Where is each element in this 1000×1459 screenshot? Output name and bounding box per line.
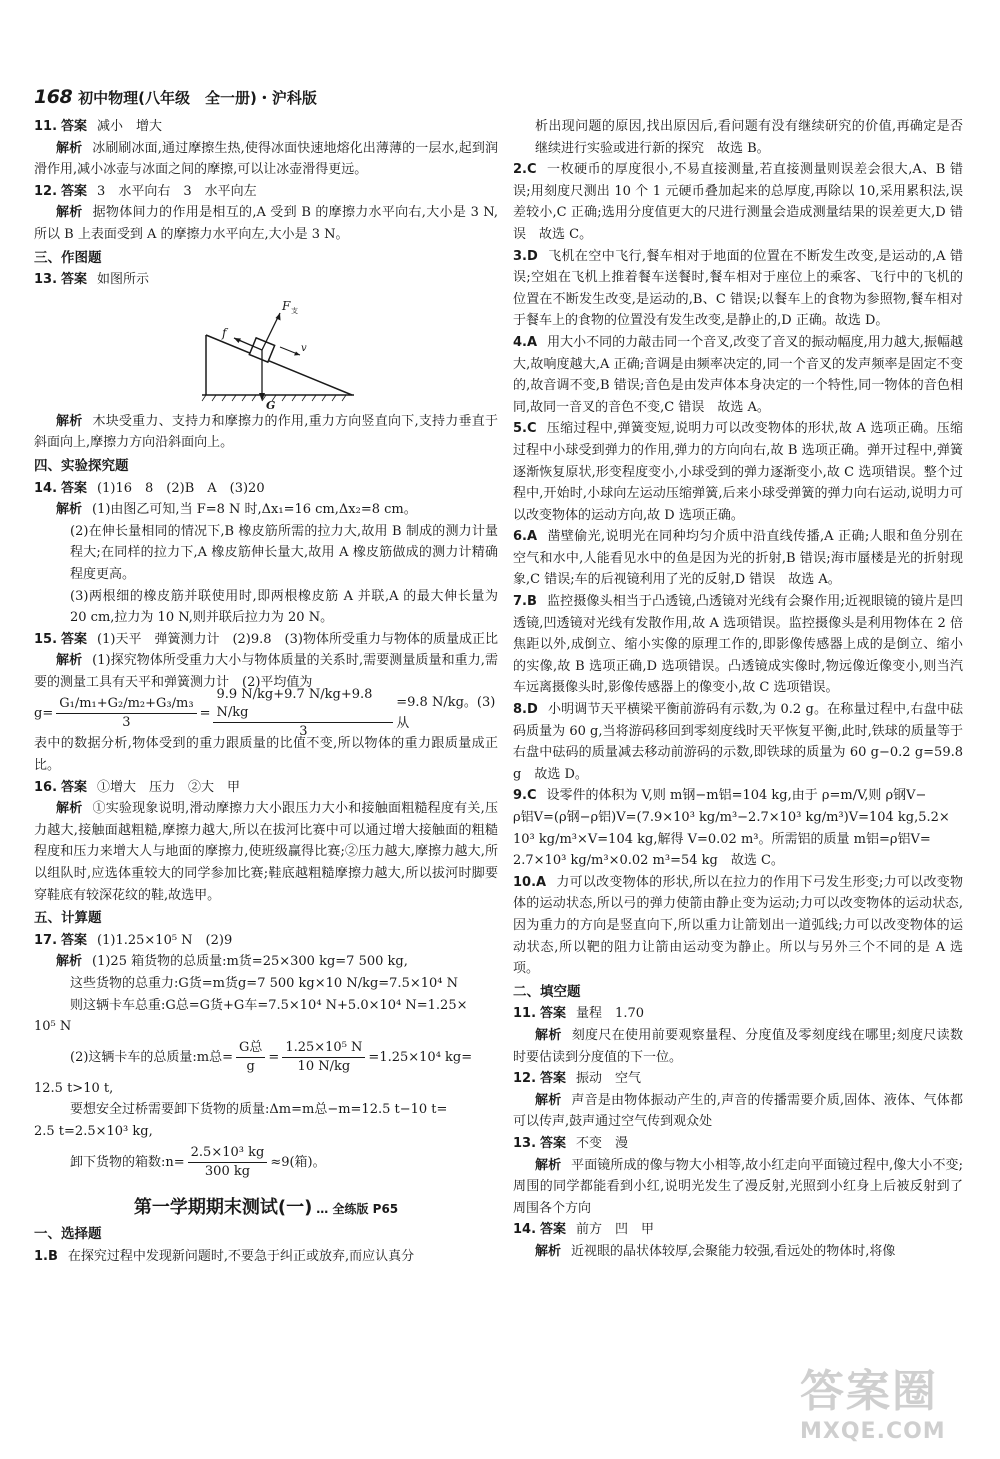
analysis-text-2: 表中的数据分析,物体受到的重力跟质量的比值不变,所以物体的重力跟质量成正比。 [34, 736, 498, 774]
question-number: 4.A [513, 334, 538, 350]
question-text: 凿壁偷光,说明光在同种均匀介质中沿直线传播,A 正确;人眼和鱼分别在空气和水中,人能看见水中的鱼是因为光的折射,B 错误;海市蜃楼是光的折射现象,C 错误;车的后视镜利用了光的反射,D 错误 故选 A。 [513, 529, 963, 588]
answer-text: 3 水平向右 3 水平向左 [97, 183, 257, 199]
answer-tag: 答案 [61, 779, 88, 795]
analysis-text: 据物体间力的作用是相互的,A 受到 B 的摩擦力水平向右,大小是 3 N,所以 B 上表面受到 A 的摩擦力水平向左,大小是 3 N。 [34, 205, 498, 242]
answer-tag: 答案 [61, 631, 88, 647]
question-16 [34, 777, 498, 907]
question-number: 9.C [513, 788, 537, 804]
exam-reference: … 全练版 P65 [316, 1201, 399, 1216]
analysis-tag: 解析 [535, 1027, 562, 1043]
calc-denominator-1: g [246, 1059, 255, 1075]
choice-question-1-continued: 析出现问题的原因,找出原因后,看问题有没有继续研究的价值,再确定是否继续进行实验或进行新的探究 故选 B。 [535, 119, 963, 156]
choice-question-6 [513, 526, 963, 591]
watermark [800, 1355, 970, 1445]
analysis-text: ①实验现象说明,滑动摩擦力大小跟压力大小和接触面粗糙程度有关,压力越大,接触面越粗糙,摩擦力越大,所以在拔河比赛中可以通过增大接触面的粗糙程度和压力来增大人与地面的摩擦力,使班级赢得比赛;②压力越大,摩擦力越大,所以组队时,应选体重较大的同学参加比赛;鞋底越粗糙摩擦力越大,所以拔河时脚要穿鞋底有较深花纹的鞋,故选甲。 [34, 801, 498, 903]
exam-title [34, 1197, 498, 1221]
calc-line-9-pre: 卸下货物的箱数:n= [70, 1154, 185, 1170]
choice-question-2 [513, 159, 963, 245]
question-number: 14. [34, 480, 58, 496]
gravity-arrowhead [259, 393, 265, 401]
calc-line-5-pre: (2)这辆卡车的总质量:m总= [70, 1049, 234, 1065]
question-number: 7.B [513, 594, 537, 610]
choice-question-4 [513, 332, 963, 418]
answer-text: ①增大 压力 ②大 甲 [97, 779, 241, 795]
calc-denominator-3: 300 kg [204, 1164, 251, 1180]
force-diagram [34, 291, 498, 411]
calc-line-2: 这些货物的总重力:G货=m货g=7 500 kg×10 N/kg=7.5×10⁴ N [70, 976, 458, 991]
question-text: 用大小不同的力敲击同一个音叉,改变了音叉的振动幅度,用力越大,振幅越大,故响度越大,A 正确;音调是由频率决定的,同一个音叉的发声频率是固定不变的,故音调不变,B 错误;音色是由发声体本身决定的一个特性,同一物体的音色相同,故同一音叉的音色不变,C 错误 故选 A。 [513, 334, 963, 415]
answer-tag: 答案 [540, 1222, 567, 1238]
analysis-tag: 解析 [535, 1157, 562, 1173]
calc-line-8: 2.5 t=2.5×10³ kg, [34, 1123, 153, 1139]
answer-text: 不变 漫 [576, 1135, 629, 1151]
question-text-4: 2.7×10³ kg/m³×0.02 m³=54 kg 故选 C。 [513, 853, 784, 869]
answer-text: 如图所示 [97, 272, 150, 288]
answer-text: (1)16 8 (2)B A (3)20 [97, 480, 265, 496]
calc-line-6: 12.5 t>10 t, [34, 1080, 114, 1096]
answer-tag: 答案 [61, 480, 88, 496]
question-text: 在探究过程中发现新问题时,不要急于纠正或放弃,而应认真分 [67, 1248, 415, 1264]
choice-question-3 [513, 246, 963, 332]
analysis-tag: 解析 [56, 140, 83, 156]
book-title: 初中物理(八年级 全一册)・沪科版 [78, 89, 317, 107]
analysis-tag: 解析 [535, 1243, 562, 1259]
choice-question-10 [513, 872, 963, 980]
exam-title-text: 第一学期期末测试(一) [133, 1196, 313, 1218]
answer-text: 减小 增大 [97, 119, 163, 134]
question-number: 11. [513, 1006, 537, 1022]
question-number: 13. [34, 272, 58, 288]
question-text-2: ρ铝V=(ρ钢−ρ铝)V=(7.9×10³ kg/m³−2.7×10³ kg/m³)V=104 kg,5.2× [513, 810, 950, 825]
question-number: 11. [34, 119, 58, 134]
answer-text: (1)天平 弹簧测力计 (2)9.8 (3)物体所受重力与物体的质量成正比 [97, 631, 498, 647]
question-11 [34, 116, 498, 181]
calc-numerator-1: G总 [236, 1039, 265, 1058]
formula-denominator: 3 [122, 714, 131, 730]
question-text: 监控摄像头相当于凸透镜,凸透镜对光线有会聚作用;近视眼镜的镜片是凹透镜,凹透镜对光线有发散作用,故 A 选项错误。监控摄像头是利用物体在 2 倍焦距以外,成倒立、缩小实像的原理工作的,即影像传感器上成的是倒立、缩小的实像,故 B 选项正确,D 选项错误。凸透镜成实像时,物远像近像变小,则当汽车远离摄像头时,影像传感器上的像变小,故 C 选项错误。 [513, 594, 963, 696]
analysis-text-2: (2)在伸长量相同的情况下,B 橡皮筋所需的拉力大,故用 B 制成的测力计量程大;在同样的拉力下,A 橡皮筋伸长量大,故用 A 橡皮筋做成的测力计精确程度更高。 [70, 523, 498, 582]
left-column [34, 116, 498, 1267]
page-header [34, 78, 964, 108]
calc-line-4: 10⁵ N [34, 1019, 72, 1035]
analysis-tag: 解析 [535, 1092, 562, 1108]
question-14 [34, 478, 498, 629]
watermark-url: MXQE.COM [800, 1419, 946, 1444]
answer-tag: 答案 [61, 272, 88, 288]
choice-question-7 [513, 591, 963, 699]
formula-denominator-2: 3 [299, 723, 308, 739]
calc-equals: = [268, 1049, 280, 1065]
question-12 [34, 181, 498, 246]
answer-tag: 答案 [61, 183, 88, 199]
analysis-text: 近视眼的晶状体较厚,会聚能力较强,看远处的物体时,将像 [571, 1243, 896, 1259]
answer-text: 振动 空气 [576, 1071, 642, 1087]
analysis-text-1: (1)由图乙可知,当 F=8 N 时,Δx₁=16 cm,Δx₂=8 cm。 [92, 502, 417, 518]
question-text: 小明调节天平横梁平衡前游码有示数,为 0.2 g。在称量过程中,右盘中砝码质量为 60 g,当将游码移回到零刻度线时天平恢复平衡,此时,铁球的质量等于右盘中砝码的质量减去移动前游码的示数,即铁球的质量为 60 g−0.2 g=59.8 g 故选 D。 [513, 702, 963, 782]
question-number: 6.A [513, 529, 538, 545]
label-v: v [301, 342, 307, 354]
velocity-arrowhead [294, 351, 300, 355]
formula-fraction-1 [56, 695, 196, 732]
choice-question-5 [513, 418, 963, 526]
calc-numerator-3: 2.5×10³ kg [188, 1144, 268, 1163]
question-number: 17. [34, 932, 58, 948]
answer-text: 量程 1.70 [576, 1006, 644, 1022]
formula-numerator-2: 9.9 N/kg+9.7 N/kg+9.8 N/kg [213, 686, 393, 723]
analysis-tag: 解析 [56, 954, 83, 970]
question-number: 1.B [34, 1248, 58, 1264]
question-number: 2.C [513, 162, 537, 178]
question-text-1: 设零件的体积为 V,则 m钢−m铝=104 kg,由于 ρ=m/V,则 ρ钢V− [546, 788, 927, 804]
analysis-text: 声音是由物体振动产生的,声音的传播需要介质,固体、液体、气体都可以传声,鼓声通过空气传到观众处 [513, 1092, 963, 1130]
calc-line-7: 要想安全过桥需要卸下货物的质量:Δm=m总−m=12.5 t−10 t= [70, 1102, 448, 1118]
calc-fraction-1 [236, 1039, 265, 1076]
question-number: 13. [513, 1135, 537, 1151]
label-f: f [222, 325, 227, 340]
fill-question-12 [513, 1068, 963, 1133]
incline-slope [206, 335, 352, 395]
answer-text: (1)1.25×10⁵ N (2)9 [97, 932, 233, 948]
average-formula: g= $\frac{\text{G₁/m₁+G₂/m₂+G₃/m₃}}{3}$ = $\frac{9.9 N/kg+9.7 N/kg+9.8 N/kg}{3}$ =9.8 N/kg。(3)从 [34, 693, 498, 733]
question-text: 飞机在空中飞行,餐车相对于地面的位置在不断发生改变,是运动的,A 错误;空姐在飞机上推着餐车送餐时,餐车相对于座位上的乘客、飞行中的飞机的位置在不断发生改变,是运动的,B、C 错误;以餐车上的食物为参照物,餐车相对于餐车上的食物的位置没有发生改变,是静止的,D 正确。故选 D。 [513, 248, 963, 329]
answer-tag: 答案 [540, 1135, 567, 1151]
analysis-text-1: (1)探究物体所受重力大小与物体质量的关系时,需要测量质量和重力,需要的测量工具有天平和弹簧测力计 (2)平均值为 [34, 653, 498, 690]
fill-question-13 [513, 1133, 963, 1219]
choice-question-8 [513, 699, 963, 785]
calc-denominator-2: 10 N/kg [297, 1059, 351, 1075]
question-number: 12. [34, 183, 58, 199]
answer-tag: 答案 [540, 1006, 567, 1022]
question-text-3: 10³ kg/m³×V=104 kg,解得 V=0.02 m³。所需铝的质量 m铝=ρ铝V= [513, 831, 931, 847]
label-normal-force: F [282, 298, 291, 313]
section-heading-drawing: 三、作图题 [34, 249, 102, 266]
calc-numerator-2: 1.25×10⁵ N [282, 1039, 365, 1058]
question-text: 一枚硬币的厚度很小,不易直接测量,若直接测量则误差会很大,A、B 错误;用刻度尺测出 10 个 1 元硬币叠加起来的总厚度,再除以 10,采用累积法,误差较小,C 正确;选用分度值更大的尺进行测量会造成测量结果的误差更大,D 错误 故选 C。 [513, 162, 963, 242]
question-number: 14. [513, 1222, 537, 1238]
label-g: G [266, 398, 276, 409]
question-number: 3.D [513, 248, 538, 264]
question-number: 16. [34, 779, 58, 795]
analysis-tag: 解析 [56, 413, 83, 429]
analysis-text: 冰刷刷冰面,通过摩擦生热,使得冰面快速地熔化出薄薄的一层水,起到润滑作用,减小冰壶与冰面之间的摩擦,可以让冰壶滑得更远。 [34, 140, 498, 178]
question-text: 压缩过程中,弹簧变短,说明力可以改变物体的形状,故 A 选项正确。压缩过程中小球受到弹力的作用,弹力的方向向右,故 B 选项正确。弹开过程中,弹簧逐渐恢复原状,形变程度变小,小球受到的弹力逐渐变小,故 C 选项错误。整个过程中,开始时,小球向左运动压缩弹簧,后来小球受弹簧的弹力向右运动,说明力可以改变物体的运动方向,故 D 选项正确。 [513, 421, 963, 523]
question-15 [34, 629, 498, 777]
analysis-text: 刻度尺在使用前要观察量程、分度值及零刻度线在哪里;刻度尺读数时要估读到分度值的下一位。 [513, 1027, 963, 1065]
question-17 [34, 930, 498, 1183]
question-13 [34, 269, 498, 454]
formula-g: g= [34, 705, 54, 721]
incline-diagram [194, 297, 364, 409]
calc-line-9-tail: ≈9(箱)。 [270, 1154, 326, 1170]
calc-line-5-tail: =1.25×10⁴ kg= [368, 1049, 473, 1065]
analysis-tag: 解析 [56, 502, 83, 518]
fill-question-11 [513, 1003, 963, 1068]
formula-numerator: G₁/m₁+G₂/m₂+G₃/m₃ [56, 695, 196, 714]
calc-line-1: (1)25 箱货物的总质量:m货=25×300 kg=7 500 kg, [92, 954, 408, 970]
right-column [513, 116, 963, 1262]
analysis-text: 平面镜所成的像与物大小相等,故小红走向平面镜过程中,像大小不变;周围的同学都能看到小红,说明光发生了漫反射,光照到小红身上后被反射到了周围各个方向 [513, 1157, 963, 1216]
calc-line-3: 则这辆卡车总重:G总=G货+G车=7.5×10⁴ N+5.0×10⁴ N=1.25× [70, 997, 468, 1013]
choice-question-9 [513, 785, 963, 871]
fill-question-14 [513, 1219, 963, 1262]
section-heading-choice: 一、选择题 [34, 1226, 102, 1243]
question-number: 15. [34, 631, 58, 647]
answer-tag: 答案 [61, 119, 88, 134]
question-number: 12. [513, 1071, 537, 1087]
question-number: 10.A [513, 874, 547, 890]
analysis-tag: 解析 [56, 653, 83, 669]
answer-tag: 答案 [61, 932, 88, 948]
calc-fraction-3 [188, 1144, 268, 1181]
page-number: 168 [34, 86, 73, 108]
formula-tail: =9.8 N/kg。(3)从 [396, 694, 496, 732]
analysis-text: 木块受重力、支持力和摩擦力的作用,重力方向竖直向下,支持力垂直于斜面向上,摩擦力方向沿斜面向上。 [34, 413, 498, 451]
question-text: 力可以改变物体的形状,所以在拉力的作用下弓发生形变;力可以改变物体的运动状态,所以弓的弹力使箭由静止变为运动;力可以改变物体的运动状态,因为重力的方向是竖直向下,所以重力让箭划出一道弧线;力可以改变物体的运动状态,所以靶的阻力让箭由运动变为静止。所以与另外三个不同的是 A 选项。 [513, 874, 963, 977]
analysis-text-3: (3)两根细的橡皮筋并联使用时,即两根橡皮筋 A 并联,A 的最大伸长量为 20 cm,拉力为 10 N,则并联后拉力为 20 N。 [70, 588, 498, 626]
analysis-tag: 解析 [56, 801, 83, 817]
question-number: 5.C [513, 421, 537, 437]
choice-question-1 [34, 1246, 498, 1268]
section-heading-fill: 二、填空题 [513, 983, 581, 1000]
calc-fraction-2 [282, 1039, 365, 1076]
calc-line-5 [34, 1038, 498, 1078]
section-heading-experiment: 四、实验探究题 [34, 457, 129, 474]
calc-line-9 [34, 1143, 498, 1183]
analysis-tag: 解析 [56, 205, 83, 221]
watermark-text: 答案圈 [800, 1366, 938, 1417]
answer-tag: 答案 [540, 1071, 567, 1087]
label-normal-force-sub: 支 [291, 306, 298, 315]
section-heading-calculation: 五、计算题 [34, 910, 102, 927]
question-number: 8.D [513, 702, 538, 718]
answer-text: 前方 凹 甲 [576, 1222, 655, 1238]
